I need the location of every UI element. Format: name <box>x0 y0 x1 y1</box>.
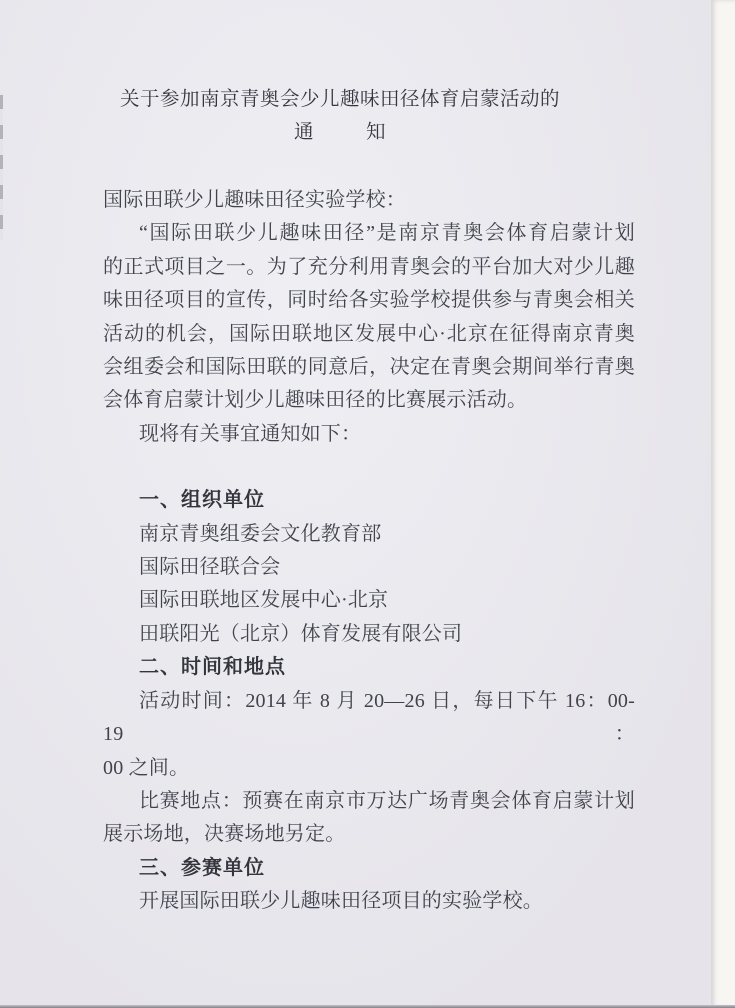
notice-title-line1: 关于参加南京青奥会少儿趣味田径体育启蒙活动的 <box>119 89 560 110</box>
section-2-heading: 二、时间和地点 <box>139 656 286 679</box>
intro-line: 味田径项目的宣传，同时给各实验学校提供参与青奥会相关 <box>103 289 635 312</box>
organizer-item: 国际田联地区发展中心·北京 <box>139 589 389 612</box>
notice-title-line2 <box>103 116 635 149</box>
organizer-item: 南京青奥组委会文化教育部 <box>139 522 382 545</box>
time-line: 活动时间：2014 年 8 月 20—26 日，每日下午 16：00-19： <box>103 689 635 746</box>
place-line: 比赛地点：预赛在南京市万达广场青奥会体育启蒙计划 <box>139 789 635 812</box>
scan-artifact-left-edge <box>0 95 3 240</box>
intro-line: 的正式项目之一。为了充分利用青奥会的平台加大对少儿趣 <box>103 255 635 278</box>
notice-document <box>103 0 635 919</box>
time-line: 00 之间。 <box>103 756 190 779</box>
scan-edge-right <box>711 0 735 1008</box>
title-char-zhi: 知 <box>366 122 387 143</box>
organizer-item: 田联阳光（北京）体育发展有限公司 <box>139 622 463 645</box>
salutation-line: 国际田联少儿趣味田径实验学校： <box>103 189 406 211</box>
blank-line <box>103 451 635 484</box>
participants-line: 开展国际田联少儿趣味田径项目的实验学校。 <box>139 890 543 913</box>
section-3-heading: 三、参赛单位 <box>139 856 265 879</box>
notice-lead-line: 现将有关事宜通知如下： <box>139 422 362 445</box>
intro-line: “国际田联少儿趣味田径”是南京青奥会体育启蒙计划 <box>139 222 635 245</box>
organizer-item: 国际田径联合会 <box>139 556 281 579</box>
title-char-tong: 通 <box>293 122 314 143</box>
intro-line: 会组委会和国际田联的同意后，决定在青奥会期间举行青奥 <box>103 356 635 379</box>
intro-line: 会体育启蒙计划少儿趣味田径的比赛展示活动。 <box>103 389 528 412</box>
intro-line: 活动的机会，国际田联地区发展中心·北京在征得南京青奥 <box>103 322 635 345</box>
place-line: 展示场地，决赛场地另定。 <box>103 823 346 846</box>
section-1-heading: 一、组织单位 <box>139 489 265 512</box>
